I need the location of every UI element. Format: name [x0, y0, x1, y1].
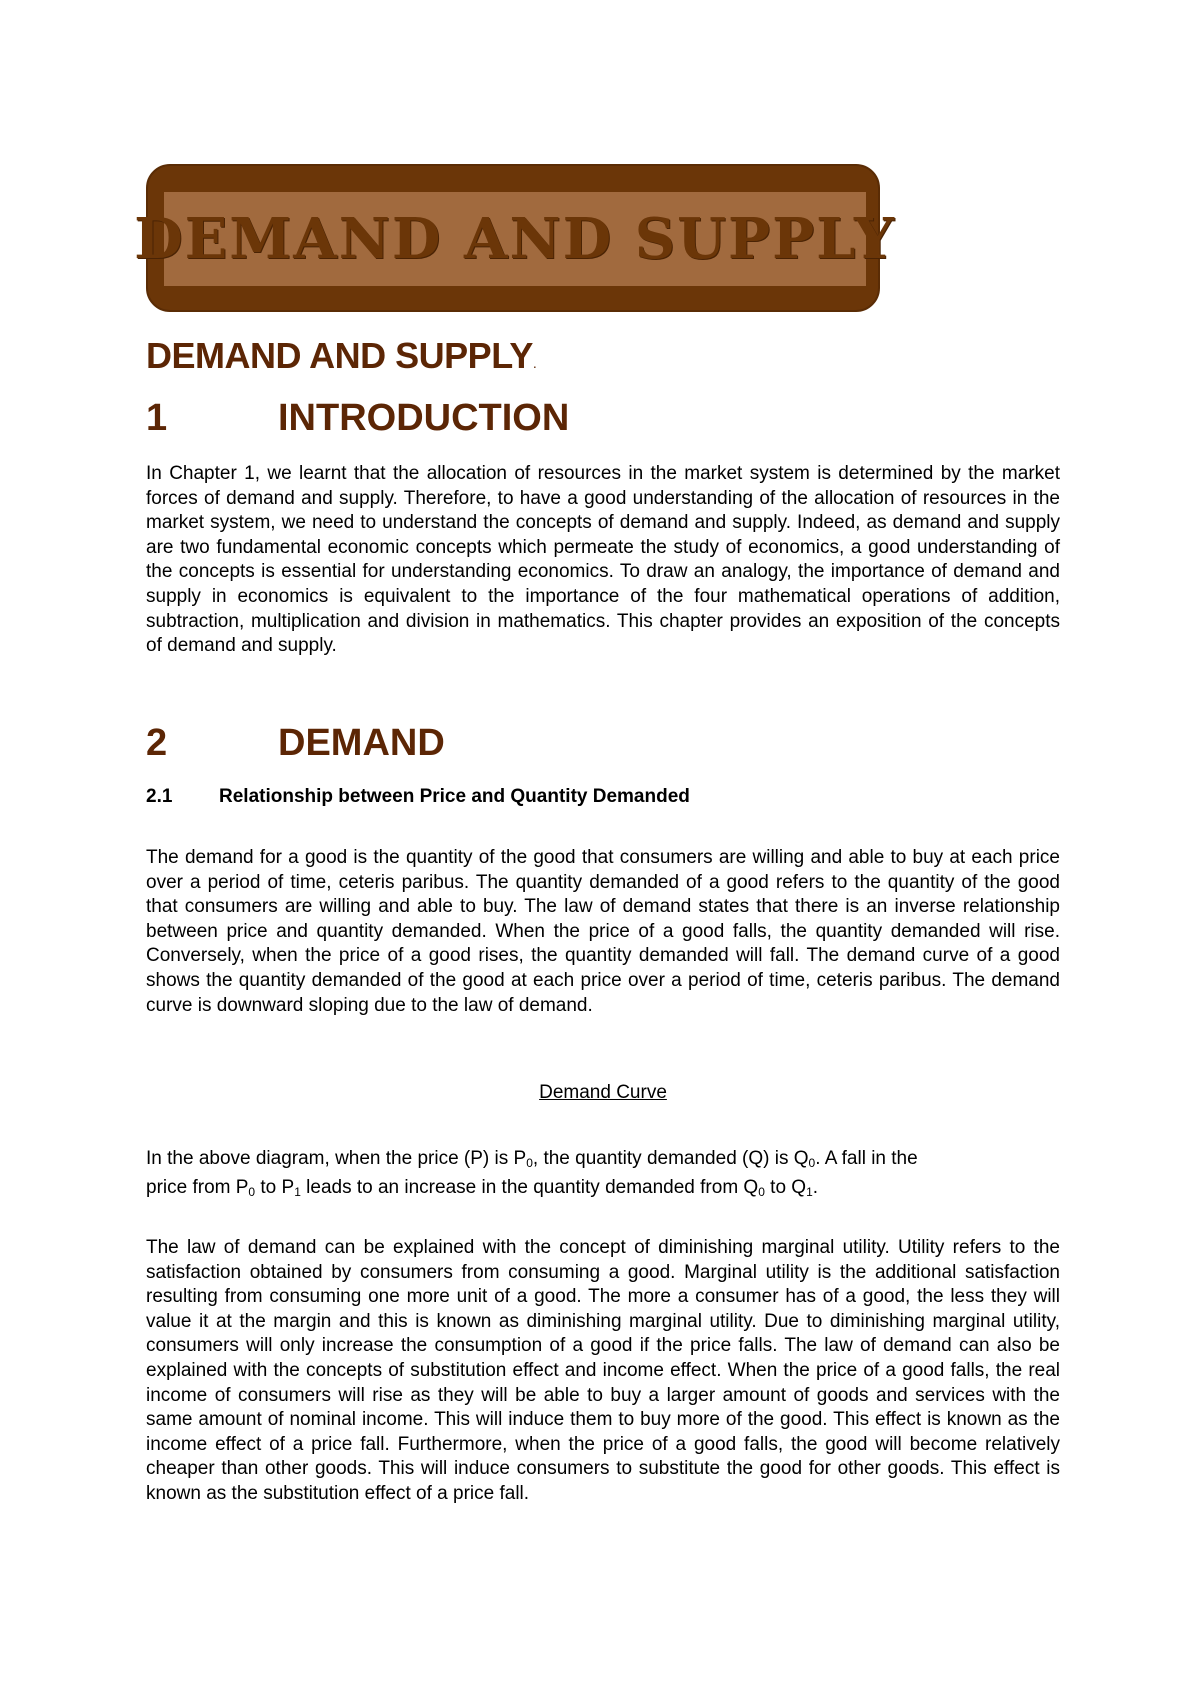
- subsection-number: 2.1: [146, 786, 173, 807]
- demand-paragraph: The demand for a good is the quantity of the good that consumers are willing and able to buy at each price over a period of time, ceteris paribus. The quantity demanded of a good refers to the quantity of the good that consumers are willing and able to buy. The law of demand states that there is an inverse relationship between price and quantity demanded. When the price of a good falls, the quantity demanded will rise. Conversely, when the price of a good rises, the quantity demanded will fall. The demand curve of a good shows the quantity demanded of the good at each price over a period of time, ceteris paribus. The demand curve is downward sloping due to the law of demand.: [146, 847, 1060, 1016]
- text-run: . A fall in the: [815, 1148, 918, 1169]
- text-run: price from P: [146, 1176, 249, 1198]
- subscript: 1: [806, 1184, 813, 1199]
- section-heading-demand: [146, 722, 445, 765]
- subscript: 0: [248, 1184, 256, 1199]
- diagram-caption-text: Demand Curve: [539, 1082, 667, 1103]
- introduction-paragraph: In Chapter 1, we learnt that the allocation of resources in the market system is determined by the market forces of demand and supply. Therefore, to have a good understanding of the allocation of resources in the market system, we need to understand the concepts of demand and supply. Indeed, as demand and supply are two fundamental economic concepts which permeate the study of economics, a good understanding of the concepts is essential for understanding economics. To draw an analogy, the importance of demand and supply in economics is equivalent to the importance of the four mathematical operations of addition, subtraction, multiplication and division in mathematics. This chapter provides an exposition of the concepts of demand and supply.: [146, 463, 1060, 657]
- subscript: 0: [758, 1184, 765, 1199]
- diagram-caption: [146, 1082, 1060, 1104]
- text-run: .: [812, 1176, 819, 1198]
- subsection-heading: [146, 786, 690, 808]
- subscript: 0: [808, 1156, 816, 1170]
- text-run: leads to an increase in the quantity demanded from Q: [300, 1176, 759, 1198]
- title-banner: [134, 164, 896, 312]
- section-heading-introduction: [146, 397, 569, 440]
- diagram-explanation: [146, 1147, 1060, 1204]
- subscript: 0: [526, 1156, 533, 1170]
- document-title-text: DEMAND AND SUPPLY: [146, 335, 533, 376]
- subsection-title: Relationship between Price and Quantity Demanded: [219, 786, 690, 807]
- document-title: [146, 335, 536, 377]
- banner-title: DEMAND AND SUPPLY: [134, 206, 896, 272]
- text-run: , the quantity demanded (Q) is Q: [532, 1148, 809, 1169]
- section-title: DEMAND: [278, 722, 445, 764]
- subscript: 1: [294, 1184, 301, 1199]
- section-number: 2: [146, 722, 168, 764]
- section-title: INTRODUCTION: [278, 397, 570, 439]
- text-run: to Q: [764, 1176, 807, 1198]
- title-banner-inner: [134, 192, 896, 286]
- marginal-utility-paragraph: The law of demand can be explained with the concept of diminishing marginal utility. Utility refers to the satisfaction obtained by consumers from consuming a good. Marginal utility is the additional satisfaction resulting from consuming one more unit of a good. The more a consumer has of a good, the less they will value it at the margin and this is known as diminishing marginal utility. Due to diminishing marginal utility, consumers will only increase the consumption of a good if the price falls. The law of demand can also be explained with the concepts of substitution effect and income effect. When the price of a good falls, the real income of consumers will rise as they will be able to buy a larger amount of goods and services with the same amount of nominal income. This will induce them to buy more of the good. This effect is known as the income effect of a price fall. Furthermore, when the price of a good falls, the good will become relatively cheaper than other goods. This will induce consumers to substitute the good for other goods. This effect is known as the substitution effect of a price fall.: [146, 1237, 1060, 1504]
- section-number: 1: [146, 397, 168, 439]
- text-run: In the above diagram, when the price (P) is P: [146, 1148, 527, 1169]
- text-run: to P: [255, 1176, 295, 1198]
- document-title-dot: .: [532, 355, 537, 371]
